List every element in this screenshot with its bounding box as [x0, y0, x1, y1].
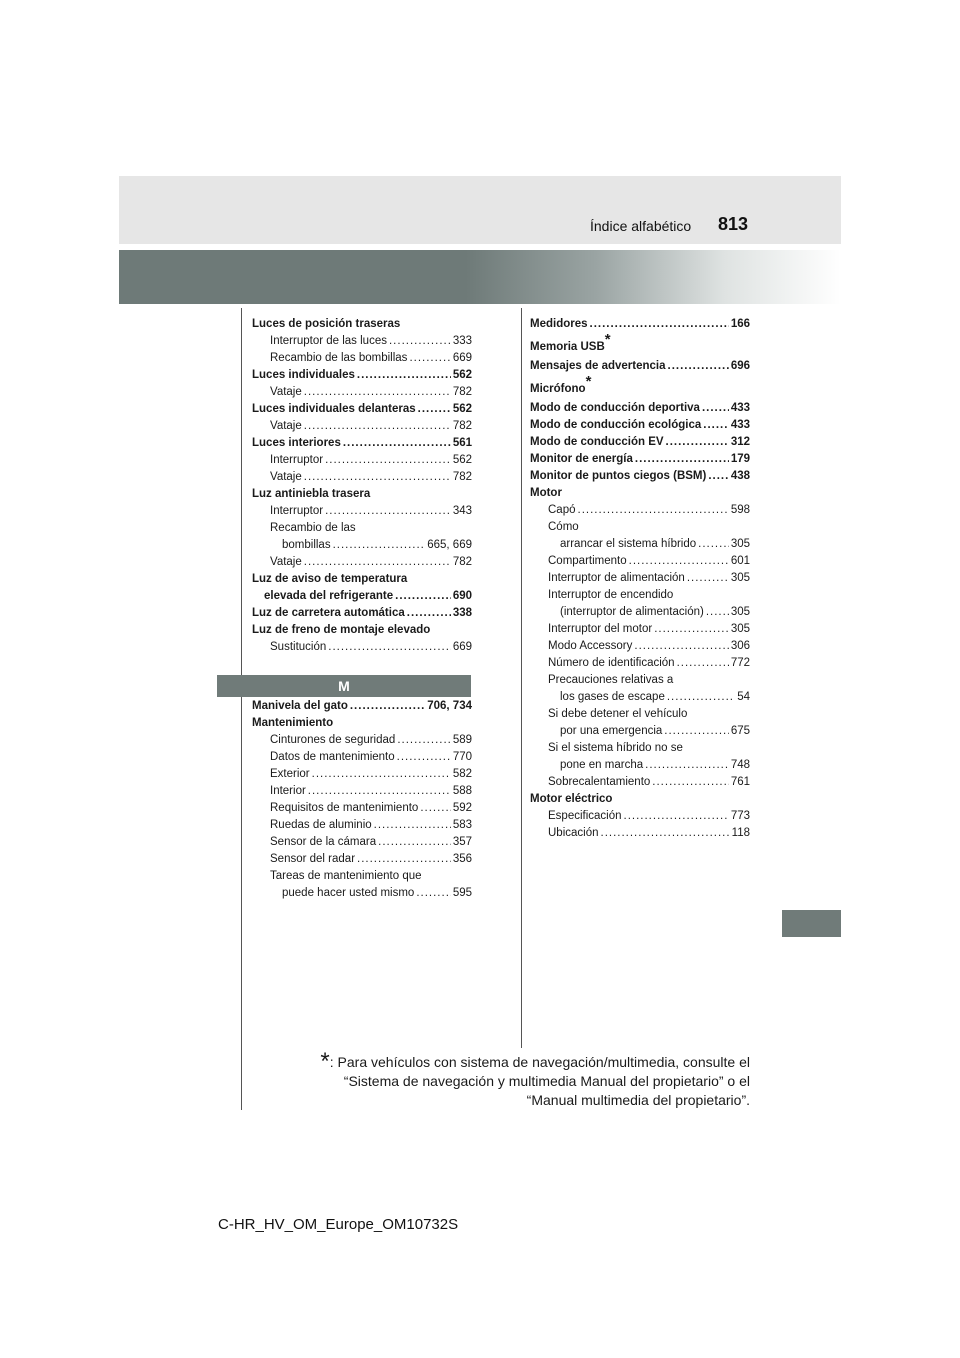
- document-code: C-HR_HV_OM_Europe_OM10732S: [218, 1216, 459, 1233]
- leader-dots: [304, 554, 451, 571]
- index-entry: [530, 587, 750, 604]
- index-entry: [530, 706, 750, 723]
- leader-dots: [409, 350, 450, 367]
- index-entry-page: 54: [737, 691, 750, 703]
- index-entry: [252, 316, 472, 333]
- index-entry: [530, 536, 750, 553]
- index-entry-page: 438: [730, 470, 750, 482]
- index-entry-page: 306: [730, 640, 750, 652]
- index-entry: [252, 749, 472, 766]
- index-entry: [530, 485, 750, 502]
- index-entry: [252, 503, 472, 520]
- leader-dots: [601, 825, 730, 842]
- leader-dots: [325, 503, 451, 520]
- index-entry: [252, 834, 472, 851]
- index-entry-term: pone en marcha: [560, 759, 644, 771]
- index-entry-page: 562: [452, 403, 472, 415]
- leader-dots: [357, 367, 451, 384]
- leader-dots: [654, 621, 729, 638]
- index-entry: [530, 331, 750, 356]
- index-entry: [252, 766, 472, 783]
- index-entry-page: 118: [731, 827, 750, 839]
- index-entry-page: 338: [452, 607, 472, 619]
- index-entry-term: Medidores: [530, 318, 588, 330]
- letter-heading-m: M: [217, 675, 471, 697]
- leader-dots: [357, 851, 451, 868]
- index-entry-page: 166: [730, 318, 750, 330]
- index-entry-term: Mensajes de advertencia: [530, 360, 666, 372]
- index-entry: [252, 350, 472, 367]
- index-entry: [252, 469, 472, 486]
- index-entry-term: Luces de posición traseras: [252, 318, 401, 330]
- asterisk-marker: *: [604, 331, 611, 348]
- index-entry-page: 305: [730, 538, 750, 550]
- index-entry-term: Interruptor: [270, 505, 324, 517]
- index-entry-page: 562: [452, 454, 472, 466]
- leader-dots: [702, 400, 729, 417]
- footnote-line-2: “Sistema de navegación y multimedia Manual del propietario” o el: [343, 1073, 750, 1089]
- index-entry: [530, 621, 750, 638]
- index-entry: [530, 723, 750, 740]
- leader-dots: [304, 384, 451, 401]
- index-entry-term: Interior: [270, 785, 306, 797]
- index-entry-page: 333: [452, 335, 472, 347]
- index-entry: [530, 638, 750, 655]
- index-entry-term: Interruptor: [270, 454, 324, 466]
- index-entry: [252, 333, 472, 350]
- index-entry-page: 592: [452, 802, 472, 814]
- leader-dots: [578, 502, 729, 519]
- index-column-left: [252, 316, 472, 656]
- index-entry-page: 356: [452, 853, 472, 865]
- leader-dots: [407, 605, 451, 622]
- index-entry-page: 669: [452, 352, 472, 364]
- index-entry-page: 582: [452, 768, 472, 780]
- index-entry: [252, 851, 472, 868]
- index-entry-page: 305: [730, 572, 750, 584]
- left-margin-rule: [241, 308, 242, 1110]
- index-entry: [252, 384, 472, 401]
- index-entry-page: 179: [730, 453, 750, 465]
- leader-dots: [397, 732, 451, 749]
- index-entry: [530, 451, 750, 468]
- index-entry: [252, 817, 472, 834]
- footnote-line-3: “Manual multimedia del propietario”.: [526, 1092, 750, 1108]
- index-entry-term: arrancar el sistema híbrido: [560, 538, 697, 550]
- leader-dots: [703, 417, 729, 434]
- index-entry-page: 772: [730, 657, 750, 669]
- index-entry: [252, 554, 472, 571]
- index-entry-page: 433: [730, 419, 750, 431]
- leader-dots: [677, 655, 729, 672]
- footnote-line-1: : Para vehículos con sistema de navegación/multimedia, consulte el: [329, 1054, 750, 1070]
- index-entry-term: Luz de carretera automática: [252, 607, 405, 619]
- index-entry-term: Vataje: [270, 420, 302, 432]
- index-entry-term: Requisitos de mantenimiento: [270, 802, 419, 814]
- index-entry-term: Modo de conducción deportiva: [530, 402, 700, 414]
- index-entry-term: Modo de conducción EV: [530, 436, 664, 448]
- section-title: Índice alfabético: [590, 218, 692, 234]
- index-entry-page: 706, 734: [427, 700, 472, 712]
- index-entry-term: Exterior: [270, 768, 310, 780]
- index-entry-term: Luces individuales: [252, 369, 355, 381]
- index-entry: [252, 452, 472, 469]
- index-entry-term: Vataje: [270, 386, 302, 398]
- index-entry-page: 598: [730, 504, 750, 516]
- index-entry-term: Capó: [548, 504, 576, 516]
- index-entry-term: Si debe detener el vehículo: [548, 708, 688, 720]
- index-entry: [252, 418, 472, 435]
- index-entry-page: 773: [730, 810, 750, 822]
- leader-dots: [350, 698, 425, 715]
- leader-dots: [304, 469, 451, 486]
- index-column-right: [530, 316, 750, 842]
- index-entry-term: Vataje: [270, 556, 302, 568]
- index-entry-term: Sensor de la cámara: [270, 836, 377, 848]
- index-entry-page: 665, 669: [427, 539, 472, 551]
- index-entry: [530, 570, 750, 587]
- index-entry-term: Sustitución: [270, 641, 327, 653]
- index-entry-term: Especificación: [548, 810, 622, 822]
- leader-dots: [687, 570, 729, 587]
- leader-dots: [420, 800, 451, 817]
- leader-dots: [635, 451, 729, 468]
- index-entry-page: 782: [452, 386, 472, 398]
- index-entry: [252, 715, 472, 732]
- leader-dots: [706, 604, 729, 621]
- asterisk-marker: *: [585, 373, 592, 390]
- index-entry-page: 562: [452, 369, 472, 381]
- index-entry: [530, 373, 750, 398]
- index-entry-page: 782: [452, 471, 472, 483]
- index-entry: [252, 868, 472, 885]
- index-entry: [530, 417, 750, 434]
- section-thumb-tab: [782, 910, 841, 937]
- index-entry-term: puede hacer usted mismo: [282, 887, 415, 899]
- index-entry-page: 669: [452, 641, 472, 653]
- index-entry: [252, 800, 472, 817]
- index-entry: [252, 520, 472, 537]
- leader-dots: [698, 536, 729, 553]
- index-entry: [252, 885, 472, 902]
- index-entry: [530, 672, 750, 689]
- leader-dots: [397, 749, 451, 766]
- index-entry-term: por una emergencia: [560, 725, 663, 737]
- index-entry: [252, 639, 472, 656]
- index-entry-term: Sensor del radar: [270, 853, 356, 865]
- index-entry-term: Recambio de las: [270, 522, 356, 534]
- leader-dots: [664, 723, 729, 740]
- leader-dots: [652, 774, 729, 791]
- index-entry-term: Si el sistema híbrido no se: [548, 742, 683, 754]
- leader-dots: [645, 757, 729, 774]
- index-entry-term: Datos de mantenimiento: [270, 751, 395, 763]
- index-entry-term: bombillas: [282, 539, 331, 551]
- index-entry-page: 595: [452, 887, 472, 899]
- index-entry: [252, 537, 472, 554]
- index-entry: [252, 401, 472, 418]
- leader-dots: [395, 588, 451, 605]
- index-entry-term: Número de identificación: [548, 657, 675, 669]
- index-entry-page: 561: [452, 437, 472, 449]
- leader-dots: [389, 333, 451, 350]
- index-entry-term: Memoria USB: [530, 341, 605, 353]
- index-entry-page: 305: [730, 606, 750, 618]
- page-number: 813: [718, 214, 749, 234]
- index-entry: [530, 604, 750, 621]
- index-entry-term: Cinturones de seguridad: [270, 734, 396, 746]
- leader-dots: [333, 537, 426, 554]
- index-entry-term: Recambio de las bombillas: [270, 352, 408, 364]
- index-entry-term: Compartimento: [548, 555, 627, 567]
- leader-dots: [667, 689, 735, 706]
- index-entry-page: 589: [452, 734, 472, 746]
- index-entry-page: 588: [452, 785, 472, 797]
- leader-dots: [308, 783, 451, 800]
- index-entry-page: 782: [452, 556, 472, 568]
- index-entry-term: Cómo: [548, 521, 579, 533]
- index-entry: [530, 791, 750, 808]
- leader-dots: [304, 418, 451, 435]
- index-entry: [252, 486, 472, 503]
- leader-dots: [343, 435, 451, 452]
- index-entry: [252, 367, 472, 384]
- index-entry: [530, 825, 750, 842]
- leader-dots: [312, 766, 451, 783]
- index-entry: [530, 502, 750, 519]
- index-entry: [530, 519, 750, 536]
- index-entry: [252, 435, 472, 452]
- index-entry-page: 761: [730, 776, 750, 788]
- index-entry: [530, 757, 750, 774]
- index-entry-page: 748: [730, 759, 750, 771]
- index-entry-term: Tareas de mantenimiento que: [270, 870, 422, 882]
- footnote: [318, 1048, 750, 1110]
- leader-dots: [666, 434, 729, 451]
- index-entry-term: Luces individuales delanteras: [252, 403, 416, 415]
- index-entry: [530, 468, 750, 485]
- index-entry-page: 675: [730, 725, 750, 737]
- index-entry-page: 343: [452, 505, 472, 517]
- index-entry: [530, 689, 750, 706]
- index-entry: [252, 732, 472, 749]
- index-entry-term: Ruedas de aluminio: [270, 819, 372, 831]
- index-entry-term: Modo Accessory: [548, 640, 633, 652]
- index-entry-term: Interruptor de las luces: [270, 335, 387, 347]
- index-entry-term: Modo de conducción ecológica: [530, 419, 702, 431]
- leader-dots: [378, 834, 451, 851]
- index-entry: [252, 571, 472, 588]
- index-entry-page: 696: [730, 360, 750, 372]
- index-entry-term: Monitor de puntos ciegos (BSM): [530, 470, 707, 482]
- index-entry-page: 305: [730, 623, 750, 635]
- index-entry-term: Luces interiores: [252, 437, 341, 449]
- index-entry-page: 782: [452, 420, 472, 432]
- index-entry-page: 312: [730, 436, 750, 448]
- index-entry: [530, 774, 750, 791]
- index-entry-page: 583: [452, 819, 472, 831]
- index-entry-term: Interruptor del motor: [548, 623, 653, 635]
- index-entry-term: Motor eléctrico: [530, 793, 613, 805]
- leader-dots: [328, 639, 451, 656]
- index-entry: [530, 808, 750, 825]
- index-entry-term: Manivela del gato: [252, 700, 348, 712]
- index-entry-term: (interruptor de alimentación): [560, 606, 704, 618]
- index-entry-page: 357: [452, 836, 472, 848]
- index-entry: [252, 622, 472, 639]
- leader-dots: [668, 358, 729, 375]
- index-entry-term: Ubicación: [548, 827, 599, 839]
- leader-dots: [629, 553, 729, 570]
- index-entry: [252, 783, 472, 800]
- index-entry: [252, 605, 472, 622]
- leader-dots: [374, 817, 451, 834]
- leader-dots: [416, 885, 450, 902]
- index-column-left-m: [252, 698, 472, 902]
- index-entry-page: 770: [452, 751, 472, 763]
- column-divider-rule: [521, 308, 522, 1048]
- index-entry-term: Monitor de energía: [530, 453, 633, 465]
- index-entry-term: Micrófono: [530, 383, 586, 395]
- index-entry-page: 690: [452, 590, 472, 602]
- index-entry-term: Precauciones relativas a: [548, 674, 674, 686]
- index-entry-term: los gases de escape: [560, 691, 665, 703]
- index-entry-term: Luz de aviso de temperatura: [252, 573, 408, 585]
- index-entry-term: Interruptor de encendido: [548, 589, 674, 601]
- index-entry-term: Luz antiniebla trasera: [252, 488, 371, 500]
- index-entry: [530, 740, 750, 757]
- leader-dots: [708, 468, 728, 485]
- leader-dots: [634, 638, 728, 655]
- index-entry-page: 433: [730, 402, 750, 414]
- index-entry-term: Luz de freno de montaje elevado: [252, 624, 431, 636]
- index-entry-page: 601: [730, 555, 750, 567]
- leader-dots: [418, 401, 451, 418]
- index-entry: [530, 553, 750, 570]
- index-entry-term: Mantenimiento: [252, 717, 334, 729]
- index-entry: [530, 434, 750, 451]
- index-entry-term: Motor: [530, 487, 562, 499]
- index-entry: [530, 400, 750, 417]
- footnote-star: *: [320, 1048, 330, 1075]
- index-entry-term: Interruptor de alimentación: [548, 572, 685, 584]
- leader-dots: [624, 808, 729, 825]
- index-entry: [252, 698, 472, 715]
- decorative-band: [119, 250, 841, 304]
- leader-dots: [325, 452, 451, 469]
- index-entry: [530, 316, 750, 333]
- index-entry: [530, 358, 750, 375]
- index-entry-term: Sobrecalentamiento: [548, 776, 651, 788]
- index-entry-term: elevada del refrigerante: [264, 590, 394, 602]
- index-entry-term: Vataje: [270, 471, 302, 483]
- index-entry: [530, 655, 750, 672]
- index-entry: [252, 588, 472, 605]
